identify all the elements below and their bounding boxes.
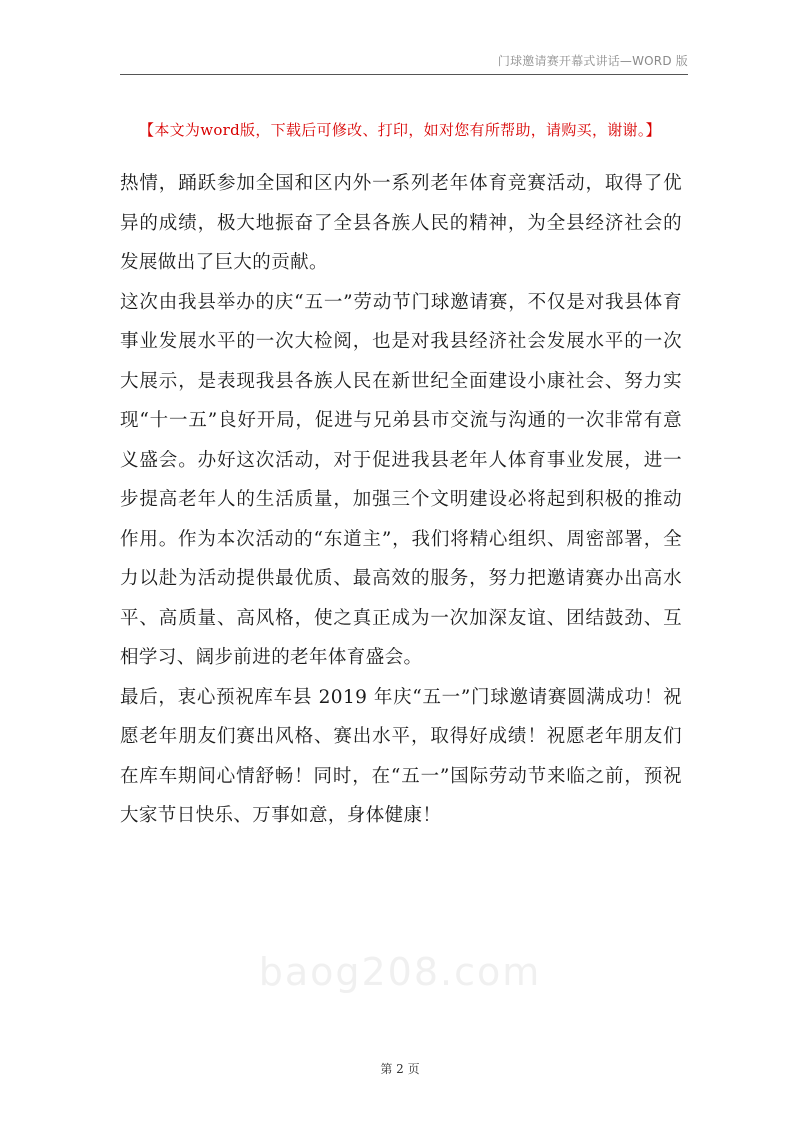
paragraph: 最后，衷心预祝库车县 2019 年庆“五一”门球邀请赛圆满成功！祝愿老年朋友们赛出风格、赛出水平，取得好成绩！祝愿老年朋友们在库车期间心情舒畅！同时，在“五一”国际劳动节来临之前，预祝大家节日快乐、万事如意，身体健康！: [120, 686, 682, 826]
paragraph: 热情，踊跃参加全国和区内外一系列老年体育竞赛活动，取得了优异的成绩，极大地振奋了全县各族人民的精神，为全县经济社会的发展做出了巨大的贡献。: [120, 173, 682, 273]
paragraph: 这次由我县举办的庆“五一”劳动节门球邀请赛，不仅是对我县体育事业发展水平的一次大检阅，也是对我县经济社会发展水平的一次大展示，是表现我县各族人民在新世纪全面建设小康社会、努力实现“十一五”良好开局，促进与兄弟县市交流与沟通的一次非常有意义盛会。办好这次活动，对于促进我县老年人体育事业发展，进一步提高老年人的生活质量，加强三个文明建设必将起到积极的推动作用。作为本次活动的“东道主”，我们将精心组织、周密部署，全力以赴为活动提供最优质、最高效的服务，努力把邀请赛办出高水平、高质量、高风格，使之真正成为一次加深友谊、团结鼓劲、互相学习、阔步前进的老年体育盛会。: [120, 291, 682, 668]
page-footer: [0, 1060, 800, 1077]
page-number: 第 2 页: [380, 1062, 420, 1076]
document-body: [120, 164, 682, 836]
header-title: 门球邀请赛开幕式讲话—WORD 版: [497, 54, 688, 68]
watermark: baog208.com: [258, 950, 542, 994]
page-header: [120, 52, 688, 75]
purchase-notice: 【本文为word版，下载后可修改、打印，如对您有所帮助，请购买，谢谢。】: [139, 121, 661, 139]
